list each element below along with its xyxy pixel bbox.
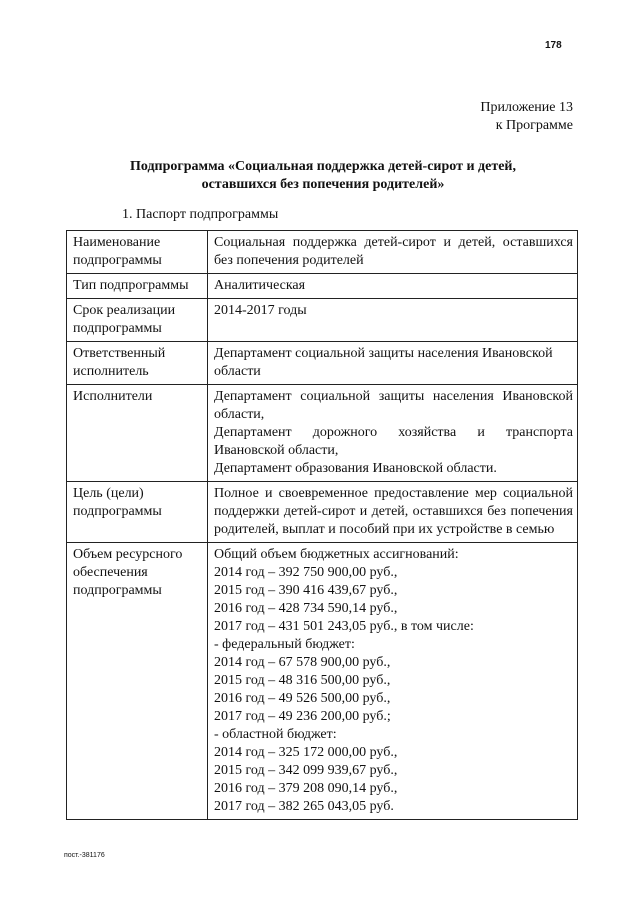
resource-line: 2017 год – 382 265 043,05 руб. (214, 799, 394, 814)
row-value-responsible: Департамент социальной защиты населения Ивановской области (208, 342, 578, 385)
row-label-executors: Исполнители (67, 385, 208, 482)
row-value-resources (208, 543, 578, 820)
row-label-responsible: Ответственный исполнитель (67, 342, 208, 385)
footer-code: пост.-381176 (64, 852, 105, 859)
resource-line: 2014 год – 325 172 000,00 руб., (214, 745, 398, 760)
appendix-line-1: Приложение 13 (480, 100, 573, 115)
resource-line: 2015 год – 390 416 439,67 руб., (214, 583, 398, 598)
resource-line: 2015 год – 48 316 500,00 руб., (214, 673, 391, 688)
resource-line: 2015 год – 342 099 939,67 руб., (214, 763, 398, 778)
appendix-line-2: к Программе (495, 118, 573, 133)
table-row (67, 231, 578, 274)
row-value-name: Социальная поддержка детей-сирот и детей, оставшихся без попечения родителей (208, 231, 578, 274)
resource-line: Общий объем бюджетных ассигнований: (214, 547, 459, 562)
resource-line: 2014 год – 392 750 900,00 руб., (214, 565, 398, 580)
table-row (67, 543, 578, 820)
table-row (67, 342, 578, 385)
row-label-term: Срок реализации подпрограммы (67, 299, 208, 342)
table-row (67, 299, 578, 342)
passport-table (66, 230, 578, 820)
appendix-note (480, 99, 573, 135)
row-value-type: Аналитическая (208, 274, 578, 299)
resource-line: 2014 год – 67 578 900,00 руб., (214, 655, 391, 670)
row-value-term: 2014-2017 годы (208, 299, 578, 342)
title-line-2: оставшихся без попечения родителей» (201, 177, 445, 192)
table-row (67, 385, 578, 482)
resource-line: 2017 год – 431 501 243,05 руб., в том числе: (214, 619, 474, 634)
row-value-goal: Полное и своевременное предоставление мер социальной поддержки детей-сирот и детей, оставшихся без попечения родителей, выплат и пособий при их устройстве в семью (208, 482, 578, 543)
row-label-type: Тип подпрограммы (67, 274, 208, 299)
table-row (67, 482, 578, 543)
resource-line: 2016 год – 379 208 090,14 руб., (214, 781, 398, 796)
row-value-executors (208, 385, 578, 482)
resource-line: - федеральный бюджет: (214, 637, 355, 652)
title-line-1: Подпрограмма «Социальная поддержка детей-сирот и детей, (129, 159, 517, 174)
resource-line: - областной бюджет: (214, 727, 337, 742)
executor-item: Департамент социальной защиты населения Ивановской области, (214, 389, 573, 422)
row-label-resources: Объем ресурсного обеспечения подпрограммы (67, 543, 208, 820)
table-row (67, 274, 578, 299)
page-number: 178 (545, 40, 562, 51)
resource-line: 2016 год – 428 734 590,14 руб., (214, 601, 398, 616)
resource-line: 2017 год – 49 236 200,00 руб.; (214, 709, 391, 724)
executor-item: Департамент дорожного хозяйства и транспорта Ивановской области, (214, 425, 573, 458)
executor-item: Департамент образования Ивановской области. (214, 461, 497, 476)
row-label-name: Наименование подпрограммы (67, 231, 208, 274)
resource-line: 2016 год – 49 526 500,00 руб., (214, 691, 391, 706)
section-title: 1. Паспорт подпрограммы (122, 207, 279, 222)
row-label-goal: Цель (цели) подпрограммы (67, 482, 208, 543)
document-title (70, 158, 576, 194)
